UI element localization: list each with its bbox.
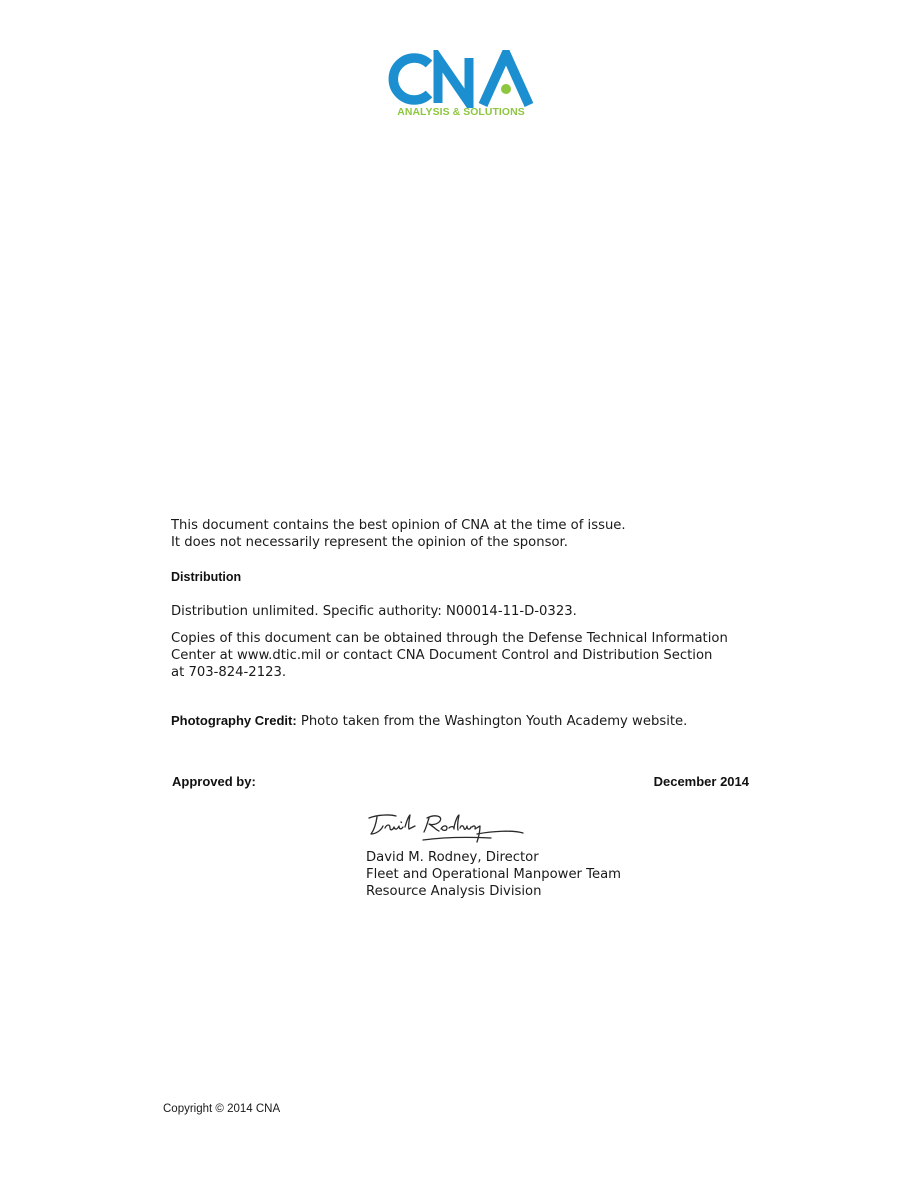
- photo-credit: [171, 712, 687, 730]
- disclaimer-line-1: This document contains the best opinion of CNA at the time of issue.: [171, 518, 626, 533]
- signer-division: Resource Analysis Division: [366, 884, 542, 899]
- copies-line-3: at 703-824-2123.: [171, 665, 287, 680]
- cna-wordmark-icon: [385, 50, 537, 108]
- approval-date: December 2014: [653, 774, 749, 789]
- copies-line-2: Center at www.dtic.mil or contact CNA Document Control and Distribution Section: [171, 648, 713, 663]
- copyright: Copyright © 2014 CNA: [163, 1103, 281, 1115]
- logo-tagline: ANALYSIS & SOLUTIONS: [397, 107, 525, 118]
- approved-by-label: Approved by:: [172, 774, 256, 789]
- signer-name: David M. Rodney, Director: [366, 850, 539, 865]
- copies-info: [171, 630, 728, 681]
- cna-logo: [385, 50, 537, 122]
- disclaimer: [171, 517, 626, 551]
- disclaimer-line-2: It does not necessarily represent the opinion of the sponsor.: [171, 535, 568, 550]
- distribution-heading: Distribution: [171, 570, 242, 584]
- copies-line-1: Copies of this document can be obtained through the Defense Technical Information: [171, 631, 728, 646]
- photo-credit-label: Photography Credit:: [171, 713, 297, 728]
- signature-icon: [363, 806, 528, 852]
- signer-team: Fleet and Operational Manpower Team: [366, 867, 622, 882]
- signer-block: [366, 849, 621, 900]
- distribution-statement: Distribution unlimited. Specific authority: N00014-11-D-0323.: [171, 604, 577, 619]
- photo-credit-text: Photo taken from the Washington Youth Academy website.: [296, 714, 688, 729]
